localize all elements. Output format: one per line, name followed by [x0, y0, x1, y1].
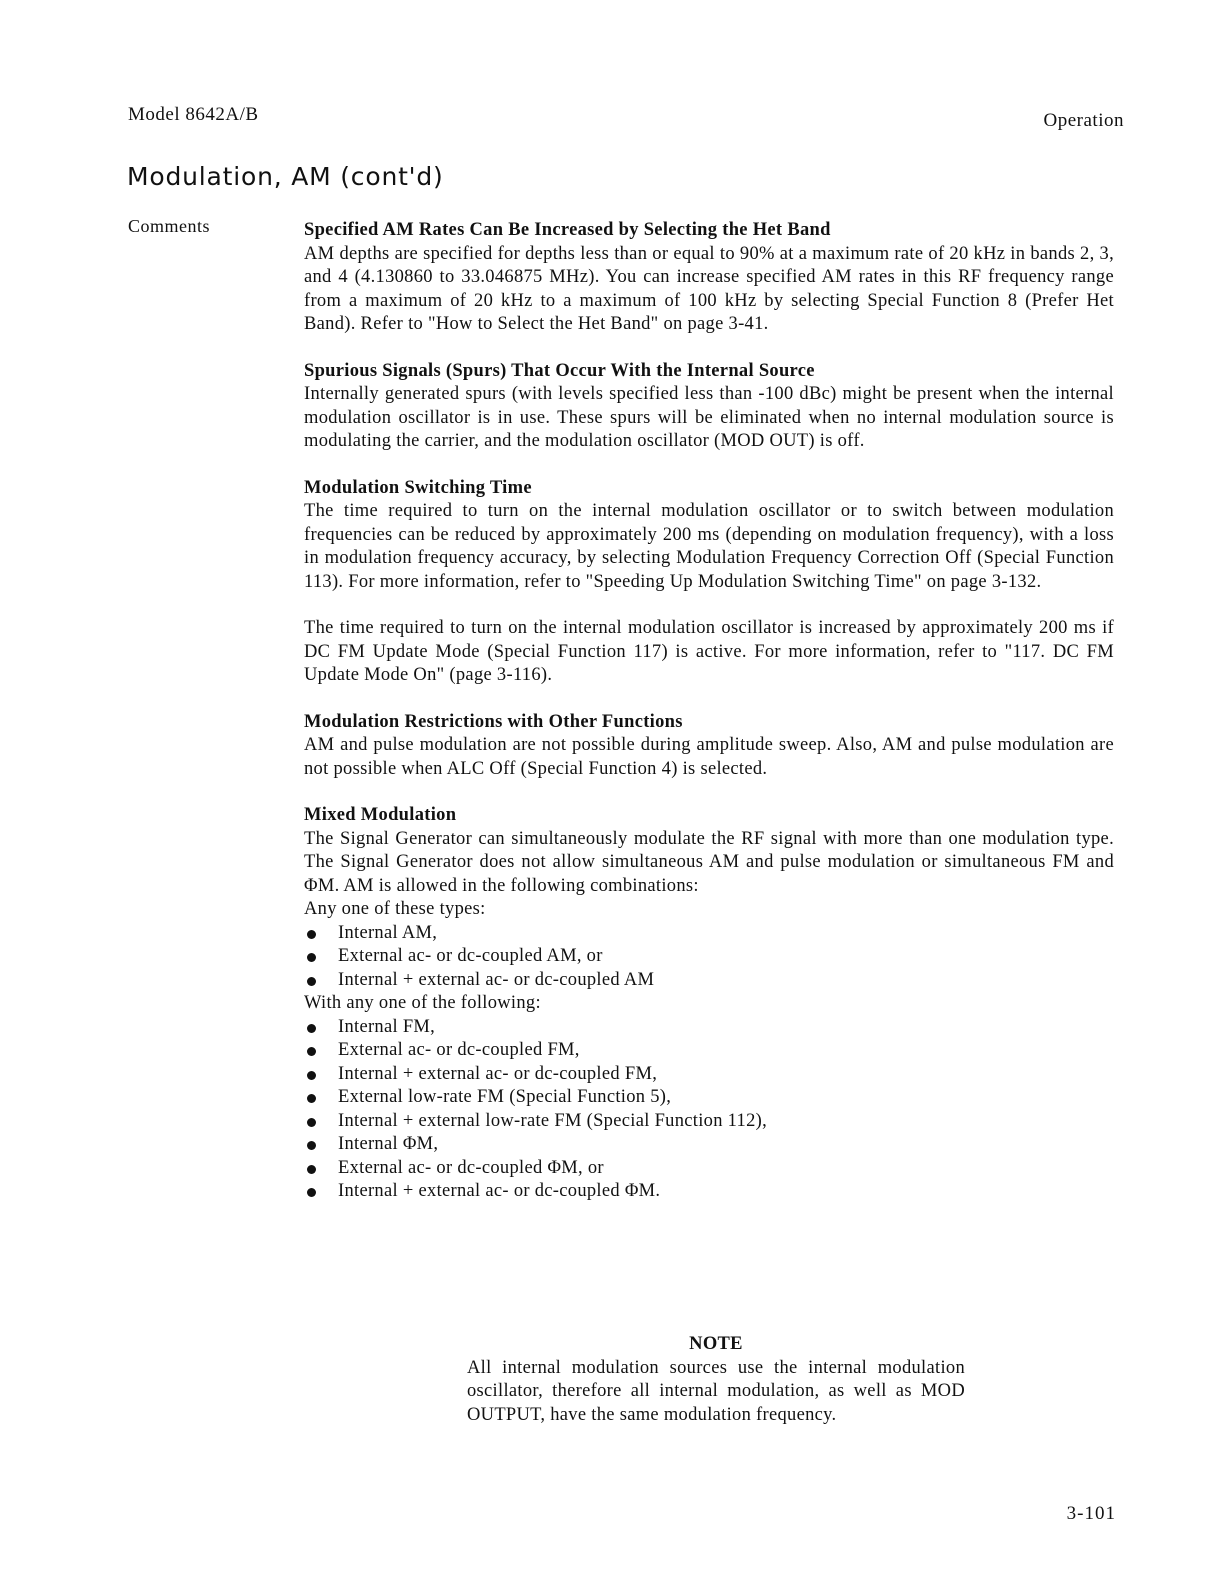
page-number: 3-101: [1066, 1503, 1116, 1524]
list-item: Internal AM,: [304, 922, 1114, 946]
note-title: NOTE: [689, 1334, 743, 1354]
section-heading: Modulation Switching Time: [304, 477, 532, 498]
section-paragraph: The Signal Generator can simultaneously modulate the RF signal with more than one modulation type. The Signal Generator does not allow simultaneous AM and pulse modulation or simultaneous FM and ΦM. AM is allowed in the following combinations:: [304, 828, 1114, 896]
section-paragraph: AM depths are specified for depths less than or equal to 90% at a maximum rate of 20 kHz in bands 2, 3, and 4 (4.130860 to 33.046875 MHz). You can increase specified AM rates in this RF frequency range from a maximum of 20 kHz to a maximum of 100 kHz by selecting Special Function 8 (Prefer Het Band). Refer to "How to Select the Het Band" on page 3-41.: [304, 243, 1114, 334]
bullet-icon: [307, 1094, 316, 1103]
page-title: Modulation, AM (cont'd): [127, 162, 444, 191]
list-label: With any one of the following:: [304, 993, 541, 1013]
note-block: [467, 1333, 965, 1427]
list-item: Internal ΦM,: [304, 1133, 1114, 1157]
section-het-band: [304, 219, 1114, 337]
bullet-icon: [307, 1118, 316, 1127]
list-item: External low-rate FM (Special Function 5),: [304, 1086, 1114, 1110]
list-item: Internal + external ac- or dc-coupled AM: [304, 969, 1114, 993]
bullet-icon: [307, 1071, 316, 1080]
bullet-icon: [307, 953, 316, 962]
bullet-icon: [307, 930, 316, 939]
section-switching-time: [304, 477, 1114, 688]
section-restrictions: [304, 711, 1114, 782]
list-item: Internal + external ac- or dc-coupled FM,: [304, 1063, 1114, 1087]
section-paragraph: The time required to turn on the internal modulation oscillator or to switch between modulation frequencies can be reduced by approximately 200 ms (depending on modulation frequency), with a loss in modulation frequency accuracy, by selecting Modulation Frequency Correction Off (Special Function 113). For more information, refer to "Speeding Up Modulation Switching Time" on page 3-132.: [304, 501, 1114, 592]
list-item: Internal + external low-rate FM (Special Function 112),: [304, 1110, 1114, 1134]
section-heading: Modulation Restrictions with Other Functions: [304, 711, 683, 732]
section-paragraph: AM and pulse modulation are not possible during amplitude sweep. Also, AM and pulse modulation are not possible when ALC Off (Special Function 4) is selected.: [304, 735, 1114, 779]
section-mixed-modulation: [304, 804, 1114, 1204]
list-item: External ac- or dc-coupled ΦM, or: [304, 1157, 1114, 1181]
bullet-icon: [307, 1165, 316, 1174]
section-heading: Specified AM Rates Can Be Increased by Selecting the Het Band: [304, 220, 831, 240]
list-label: Any one of these types:: [304, 899, 486, 919]
section-paragraph: Internally generated spurs (with levels specified less than -100 dBc) might be present when the internal modulation oscillator is in use. These spurs will be eliminated when no internal modulation source is modulating the carrier, and the modulation oscillator (MOD OUT) is off.: [304, 384, 1114, 451]
bullet-list-am: [304, 922, 1114, 993]
comments-content: [304, 219, 1114, 1227]
bullet-icon: [307, 1047, 316, 1056]
header-model: Model 8642A/B: [128, 104, 259, 125]
bullet-icon: [307, 1141, 316, 1150]
list-item: External ac- or dc-coupled FM,: [304, 1039, 1114, 1063]
bullet-icon: [307, 1024, 316, 1033]
list-item: External ac- or dc-coupled AM, or: [304, 945, 1114, 969]
list-item: Internal FM,: [304, 1016, 1114, 1040]
section-paragraph: The time required to turn on the internal modulation oscillator is increased by approximately 200 ms if DC FM Update Mode (Special Function 117) is active. For more information, refer to "117. DC FM Update Mode On" (page 3-116).: [304, 618, 1114, 685]
list-item: Internal + external ac- or dc-coupled ΦM.: [304, 1180, 1114, 1204]
bullet-icon: [307, 977, 316, 986]
note-text: All internal modulation sources use the internal modulation oscillator, therefore all internal modulation, as well as MOD OUTPUT, have the same modulation frequency.: [467, 1357, 965, 1425]
section-heading: Mixed Modulation: [304, 805, 457, 825]
section-heading: Spurious Signals (Spurs) That Occur With the Internal Source: [304, 360, 815, 381]
bullet-icon: [307, 1188, 316, 1197]
header-section: Operation: [1043, 110, 1124, 131]
section-spurs: [304, 360, 1114, 454]
bullet-list-fm-phim: [304, 1016, 1114, 1204]
side-label-comments: Comments: [128, 216, 211, 236]
